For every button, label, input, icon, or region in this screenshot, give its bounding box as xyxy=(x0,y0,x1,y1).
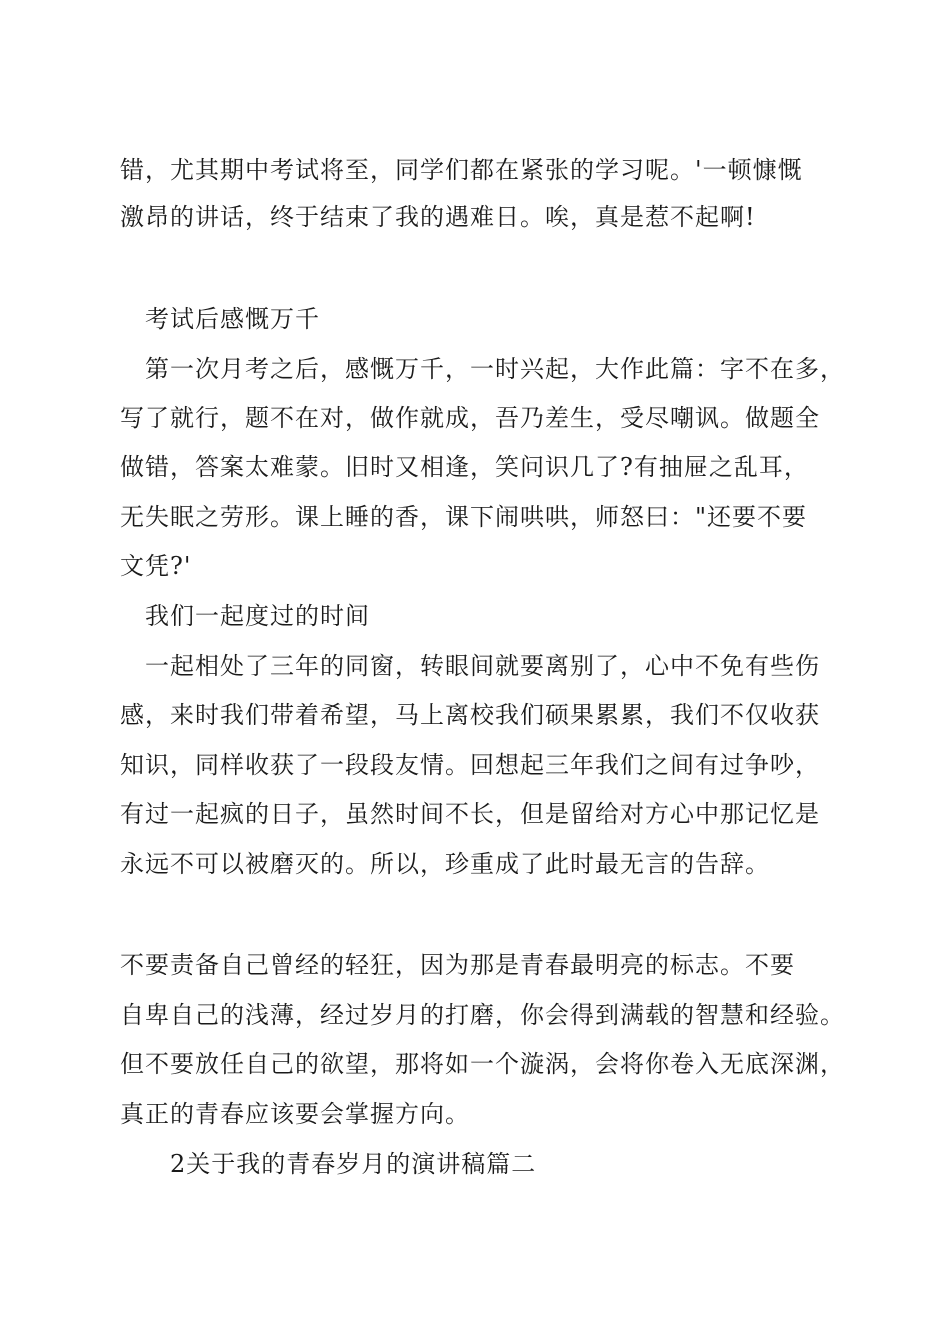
paragraph-line: 真正的青春应该要会掌握方向。 xyxy=(120,1100,470,1128)
paragraph-line: 自卑自己的浅薄，经过岁月的打磨，你会得到满载的智慧和经验。 xyxy=(120,1001,845,1029)
paragraph-line: 有过一起疯的日子，虽然时间不长，但是留给对方心中那记忆是 xyxy=(120,800,820,828)
paragraph-line: 一起相处了三年的同窗，转眼间就要离别了，心中不免有些伤 xyxy=(145,652,820,680)
section-heading: 考试后感慨万千 xyxy=(145,305,320,333)
paragraph-line: 知识，同样收获了一段段友情。回想起三年我们之间有过争吵， xyxy=(120,751,820,779)
paragraph-line: 不要责备自己曾经的轻狂，因为那是青春最明亮的标志。不要 xyxy=(120,951,795,979)
paragraph-line: 但不要放任自己的欲望，那将如一个漩涡，会将你卷入无底深渊， xyxy=(120,1050,845,1078)
paragraph-line: 感，来时我们带着希望，马上离校我们硕果累累，我们不仅收获 xyxy=(120,701,820,729)
paragraph-line: 第一次月考之后，感慨万千，一时兴起，大作此篇：字不在多， xyxy=(145,355,845,383)
paragraph-line: 文凭?' xyxy=(120,552,192,580)
paragraph-line: 激昂的讲话，终于结束了我的遇难日。唉，真是惹不起啊! xyxy=(120,203,756,231)
section-heading: 我们一起度过的时间 xyxy=(145,602,370,630)
chapter-heading: 2关于我的青春岁月的演讲稿篇二 xyxy=(170,1150,537,1178)
paragraph-line: 错，尤其期中考试将至，同学们都在紧张的学习呢。'一顿慷慨 xyxy=(120,156,803,184)
paragraph-line: 做错，答案太难蒙。旧时又相逢，笑问识几了?有抽屉之乱耳， xyxy=(120,453,809,481)
paragraph-line: 永远不可以被磨灭的。所以，珍重成了此时最无言的告辞。 xyxy=(120,850,770,878)
paragraph-line: 写了就行，题不在对，做作就成，吾乃差生，受尽嘲讽。做题全 xyxy=(120,404,820,432)
paragraph-line: 无失眠之劳形。课上睡的香，课下闹哄哄，师怒曰："还要不要 xyxy=(120,503,808,531)
